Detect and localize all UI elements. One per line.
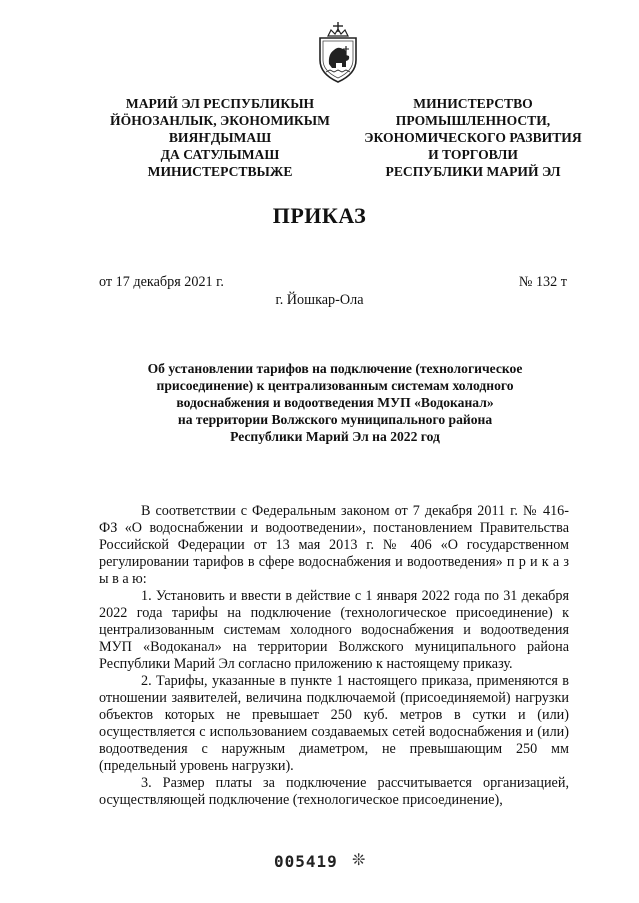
paragraph-item-3: 3. Размер платы за подключение рассчитывается организацией, осуществляющей подключение (технологическое присоединение), — [99, 775, 569, 808]
form-serial-number: 005419 — [274, 852, 338, 871]
coat-of-arms-icon — [316, 20, 360, 84]
paragraph-item-2: 2. Тарифы, указанные в пункте 1 настоящего приказа, применяются в отношении заявителей, величина подключаемой (присоединяемой) нагрузки объектов которых не превышает 250 куб. метров в сутки и (или) осуществляется с использованием создаваемых сетей водоснабжения и (или) водоотведения с наружным диаметром, не превышающим 250 мм (предельный уровень нагрузки). — [99, 673, 569, 774]
paragraph-item-1: 1. Установить и ввести в действие с 1 января 2022 года по 31 декабря 2022 года тарифы на подключение (технологическое присоединение) к централизованным системам холодного водоснабжения и водоотведения МУП «Водоканал» на территории Волжского муниципального района Республики Марий Эл согласно приложению к настоящему приказу. — [99, 588, 569, 672]
order-body — [99, 503, 569, 809]
ministry-name-mari: МАРИЙ ЭЛ РЕСПУБЛИКЫН ЙӦНОЗАНЛЫК, ЭКОНОМИКЫМ ВИЯҤДЫМАШ ДА САТУЛЫМАШ МИНИСТЕРСТВЫЖЕ — [110, 96, 330, 179]
order-subject: Об установлении тарифов на подключение (технологическое присоединение) к централизованным системам холодного водоснабжения и водоотведения МУП «Водоканал» на территории Волжского муниципального района Республики Марий Эл на 2022 год — [147, 361, 523, 444]
order-date: от 17 декабря 2021 г. — [99, 274, 224, 290]
order-number: № 132 т — [518, 274, 567, 290]
ministry-name-russian: МИНИСТЕРСТВО ПРОМЫШЛЕННОСТИ, ЭКОНОМИЧЕСКОГО РАЗВИТИЯ И ТОРГОВЛИ РЕСПУБЛИКИ МАРИЙ ЭЛ — [364, 96, 582, 179]
paragraph-preamble: В соответствии с Федеральным законом от 7 декабря 2011 г. № 416-ФЗ «О водоснабжении и водоотведении», постановлением Правительства Российской Федерации от 13 мая 2013 г. № 406 «О государственном регулировании тарифов в сфере водоснабжения и водоотведения» п р и к а з ы в а ю: — [99, 503, 569, 587]
ornament-mark: ❊ — [352, 852, 366, 869]
order-city: г. Йошкар-Ола — [275, 292, 364, 308]
document-title: ПРИКАЗ — [272, 203, 367, 228]
